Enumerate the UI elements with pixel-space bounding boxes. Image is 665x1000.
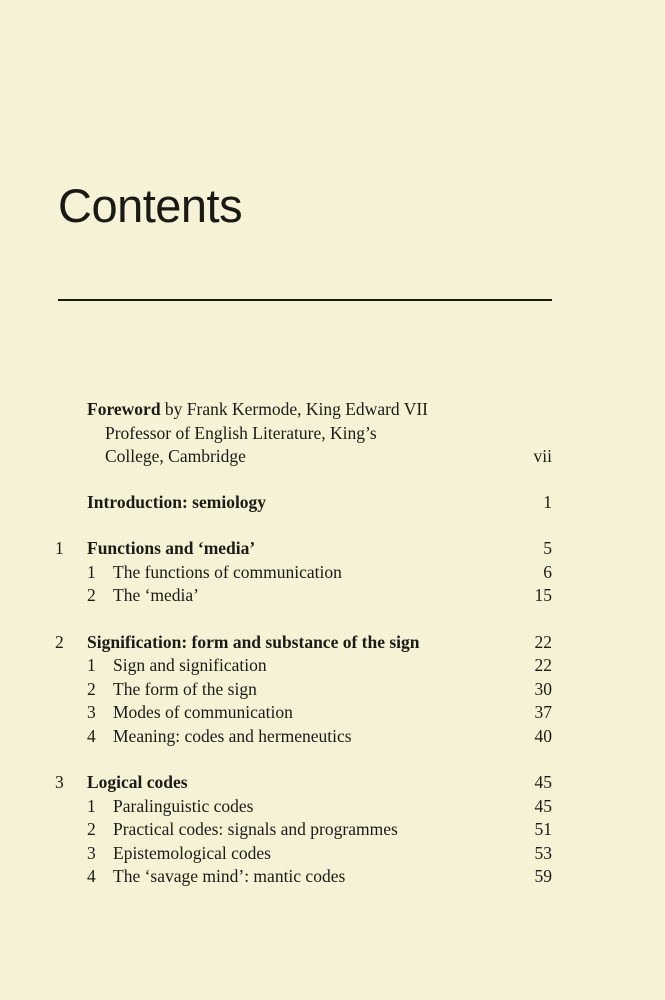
section-number: 4	[87, 725, 96, 746]
toc-chapter-2	[55, 631, 552, 749]
chapter-number: 3	[55, 772, 64, 792]
section-number: 1	[87, 795, 96, 816]
toc-section	[55, 865, 552, 889]
toc-chapter-3	[55, 771, 552, 889]
section-title: The functions of communication	[113, 561, 342, 582]
section-title: Paralinguistic codes	[113, 795, 254, 816]
chapter-heading	[55, 771, 552, 795]
chapter-number: 1	[55, 538, 64, 558]
toc-section	[55, 725, 552, 749]
toc-section	[55, 654, 552, 678]
chapter-title: Signification: form and substance of the sign	[87, 631, 420, 652]
section-number: 4	[87, 866, 96, 886]
title-rule	[58, 299, 552, 301]
chapter-number: 2	[55, 631, 64, 652]
page-number: 45	[534, 772, 552, 792]
page-number: 6	[543, 561, 552, 582]
section-title: Epistemological codes	[113, 842, 271, 863]
toc-section	[55, 842, 552, 866]
page-number: vii	[533, 446, 552, 466]
entry-title: Introduction: semiology	[87, 491, 267, 512]
toc-section	[55, 701, 552, 725]
toc-section	[55, 818, 552, 842]
chapter-heading	[55, 537, 552, 561]
section-title: Sign and signification	[113, 655, 267, 675]
toc-entry-foreword	[55, 398, 552, 469]
section-title: The form of the sign	[113, 678, 257, 699]
section-number: 2	[87, 585, 96, 605]
section-title: Practical codes: signals and programmes	[113, 819, 398, 839]
page-number: 30	[534, 678, 552, 699]
page-number: 15	[534, 585, 552, 605]
foreword-label: Foreword	[87, 399, 161, 419]
toc-chapter-1	[55, 537, 552, 608]
section-number: 3	[87, 702, 96, 722]
chapter-list	[55, 537, 552, 889]
chapter-title: Logical codes	[87, 772, 188, 792]
toc-section	[55, 561, 552, 585]
chapter-heading	[55, 631, 552, 655]
page-number: 53	[534, 842, 552, 863]
page-number: 40	[534, 725, 552, 746]
section-number: 2	[87, 819, 96, 839]
page-number: 22	[534, 631, 552, 652]
foreword-byline: by Frank Kermode, King Edward VII	[160, 399, 429, 419]
section-title: Meaning: codes and hermeneutics	[113, 725, 352, 746]
chapter-title: Functions and ‘media’	[87, 538, 256, 558]
page-number: 51	[534, 819, 552, 839]
section-title: The ‘media’	[113, 585, 199, 605]
toc-section	[55, 678, 552, 702]
page-title: Contents	[58, 179, 243, 232]
foreword-line-3: College, Cambridge	[105, 446, 246, 466]
page-number: 1	[543, 491, 552, 512]
page-number: 37	[534, 702, 552, 722]
section-number: 3	[87, 842, 96, 863]
section-title: The ‘savage mind’: mantic codes	[113, 866, 346, 886]
section-number: 1	[87, 655, 96, 675]
page-number: 45	[534, 795, 552, 816]
section-number: 1	[87, 561, 96, 582]
table-of-contents	[55, 398, 552, 889]
page-number: 59	[534, 866, 552, 886]
section-title: Modes of communication	[113, 702, 293, 722]
foreword-line-2: Professor of English Literature, King’s	[105, 422, 377, 443]
toc-entry-introduction	[55, 491, 552, 515]
toc-section	[55, 584, 552, 608]
page-number: 5	[543, 538, 552, 558]
toc-section	[55, 795, 552, 819]
section-number: 2	[87, 678, 96, 699]
page-number: 22	[534, 655, 552, 675]
